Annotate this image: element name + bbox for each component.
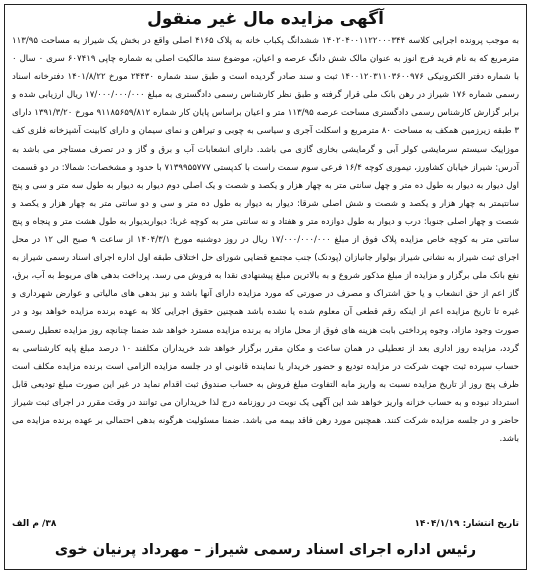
notice-title: آگهی مزایده مال غیر منقول [147,9,384,29]
publish-date: تاریخ انتشار: ۱۴۰۴/۱/۱۹ [414,519,519,529]
reference-code: ۳۸/ م الف [12,519,57,529]
notice-body: به موجب پرونده اجرایی کلاسه ۱۴۰۲۰۴۰۰۱۱۲۲۰۰۰۳۴۴ ششدانگ پکباب خانه به پلاک ۴۱۶۵ اصلی واقع در بخش یک شیراز به مساحت ۱۱۳/۹۵ مترمربع که به نام فرید فرج انوز به عنوان مالک شش دانگ عرصه و اعیان، موضوع سند مالکیت اصلی به شماره چاپی ۶۰۷۴۱۹ سری ۰ سال ۰ با شماره دفتر الکترونیکی ۱۴۰۰۱۲۰۳۱۱۰۳۶۰۰۹۷۶ ثبت و سند صادر گردیده است و طبق سند شماره ۲۴۴۳۰ مورخ ۱۴۰۱/۸/۲۲ دفترخانه اسناد رسمی شماره ۱۷۶ شیراز در رهن بانک ملی قرار گرفته و طبق نظر کارشناس رسمی دادگستری به مبلغ ۱۷/۰۰۰/۰۰۰/۰۰۰ ریال ارزیابی شده و برابر گزارش کارشناس رسمی دادگستری مساحت عرصه ۱۱۳/۹۵ متر و اعیان براساس پایان کار شماره ۹۱۱۸۵۶۵۹/۸۱۲ مورخ ۱۳۹۱/۳/۲۰ دارای ۳ طبقه زیرزمین همکف به مساحت ۸۰ مترمربع و اسکلت آجری و سیاسی به چوبی و تیراهن و نمای سیمان و دارای کابینت آشپزخانه فلزی کف موزاییک سیستم سرمایشی کولر آبی و گرمایشی بخاری گازی می باشد. دارای انشعابات آب و برق و گاز و در تصرف مستاجر می باشد به آدرس: شیراز خیابان کشاورز، تیموری کوچه ۱۶/۴ فرعی سوم سمت راست با کدپستی ۷۱۳۹۹۵۵۷۷۷ با حدود و مشخصات: شمالا: در دو قسمت اول دیوار به دیوار به طول ده متر و چهل سانتی متر به چهار هزار و یکصد و شصت و یک اصلی دوم دیوار به دیوار به طول سه متر و سی و پنج سانتیمتر به چهار هزار و یکصد و شصت و شش اصلی شرقا: دیوار به دیوار به طول ده متر و سی و دو سانتی متر به چهار هزار و یکصد و شصت و چهار اصلی جنوبا: درب و دیوار به طول دوازده متر و هفتاد و نه سانتی متر به کوچه غربا: دیواربدیوار به طول هشت متر و پنجاه و پنج سانتی متر به کوچه خاص مزایده پلاک فوق از مبلغ ۱۷/۰۰۰/۰۰۰/۰۰۰ ریال در روز دوشنبه مورخ ۱۴۰۴/۳/۱ از ساعت ۹ صبح الی ۱۲ در محل اجرای ثبت شیراز به نشانی شیراز بولوار جانبازان (پودنک) جنب مجتمع قضایی شورای حل اختلاف طبقه اول اداره اجرای اسناد رسمی شیراز به نفع بانک ملی برگزار و مزایده از مبلغ مذکور شروع و به بالاترین مبلغ پیشنهادی نقدا به فروش می رسد. پرداخت بدهی های مربوط به آب، برق، گاز اعم از حق انشعاب و یا حق اشتراک و مصرف در صورتی که مورد مزایده دارای آنها باشد و نیز بدهی های مالیاتی و عوارض شهرداری و غیره تا تاریخ مزایده اعم از اینکه رقم قطعی آن معلوم شده یا نشده باشد همچنین حقوق اجرایی کلا به عهده برنده مزایده خواهد بود و در صورت وجود مازاد، وجوه پرداختی بابت هزینه های فوق از محل مازاد به برنده مزایده مسترد خواهد شد ضمنا چنانچه روز مزایده تعطیل رسمی گردد، مزایده روز اداری بعد از تعطیلی در همان ساعت و مکان مقرر برگزار خواهد شد خریداران مکلفند ۱۰ درصد مبلغ پایه کارشناسی به حساب سپرده ثبت جهت شرکت در مزایده تودیع و حضور خریدار یا نماینده قانونی او در جلسه مزایده الزامی است برنده مزایده مکلف است ظرف پنج روز از تاریخ مزایده نسبت به واریز مابه التفاوت مبلغ فروش به حساب صندوق ثبت اقدام نماید در غیر این صورت مبلغ تودیعی قابل استرداد نبوده و به حساب خزانه واریز خواهد شد این آگهی یک نوبت در روزنامه درج لذا خریداران می توانند در وقت مقرر در اجرای ثبت شیراز حاضر و در جلسه مزایده شرکت کنند. همچنین مورد رهن فاقد بیمه می باشد. ضمنا مسئولیت هرگونه بدهی احتمالی بر عهده برنده مزایده می باشد. [12,36,520,445]
signature-line: رئیس اداره اجرای اسناد رسمی شیراز – مهرداد پرنیان خوی [54,542,477,558]
notice-footer [12,519,519,537]
notice-frame [4,4,527,570]
